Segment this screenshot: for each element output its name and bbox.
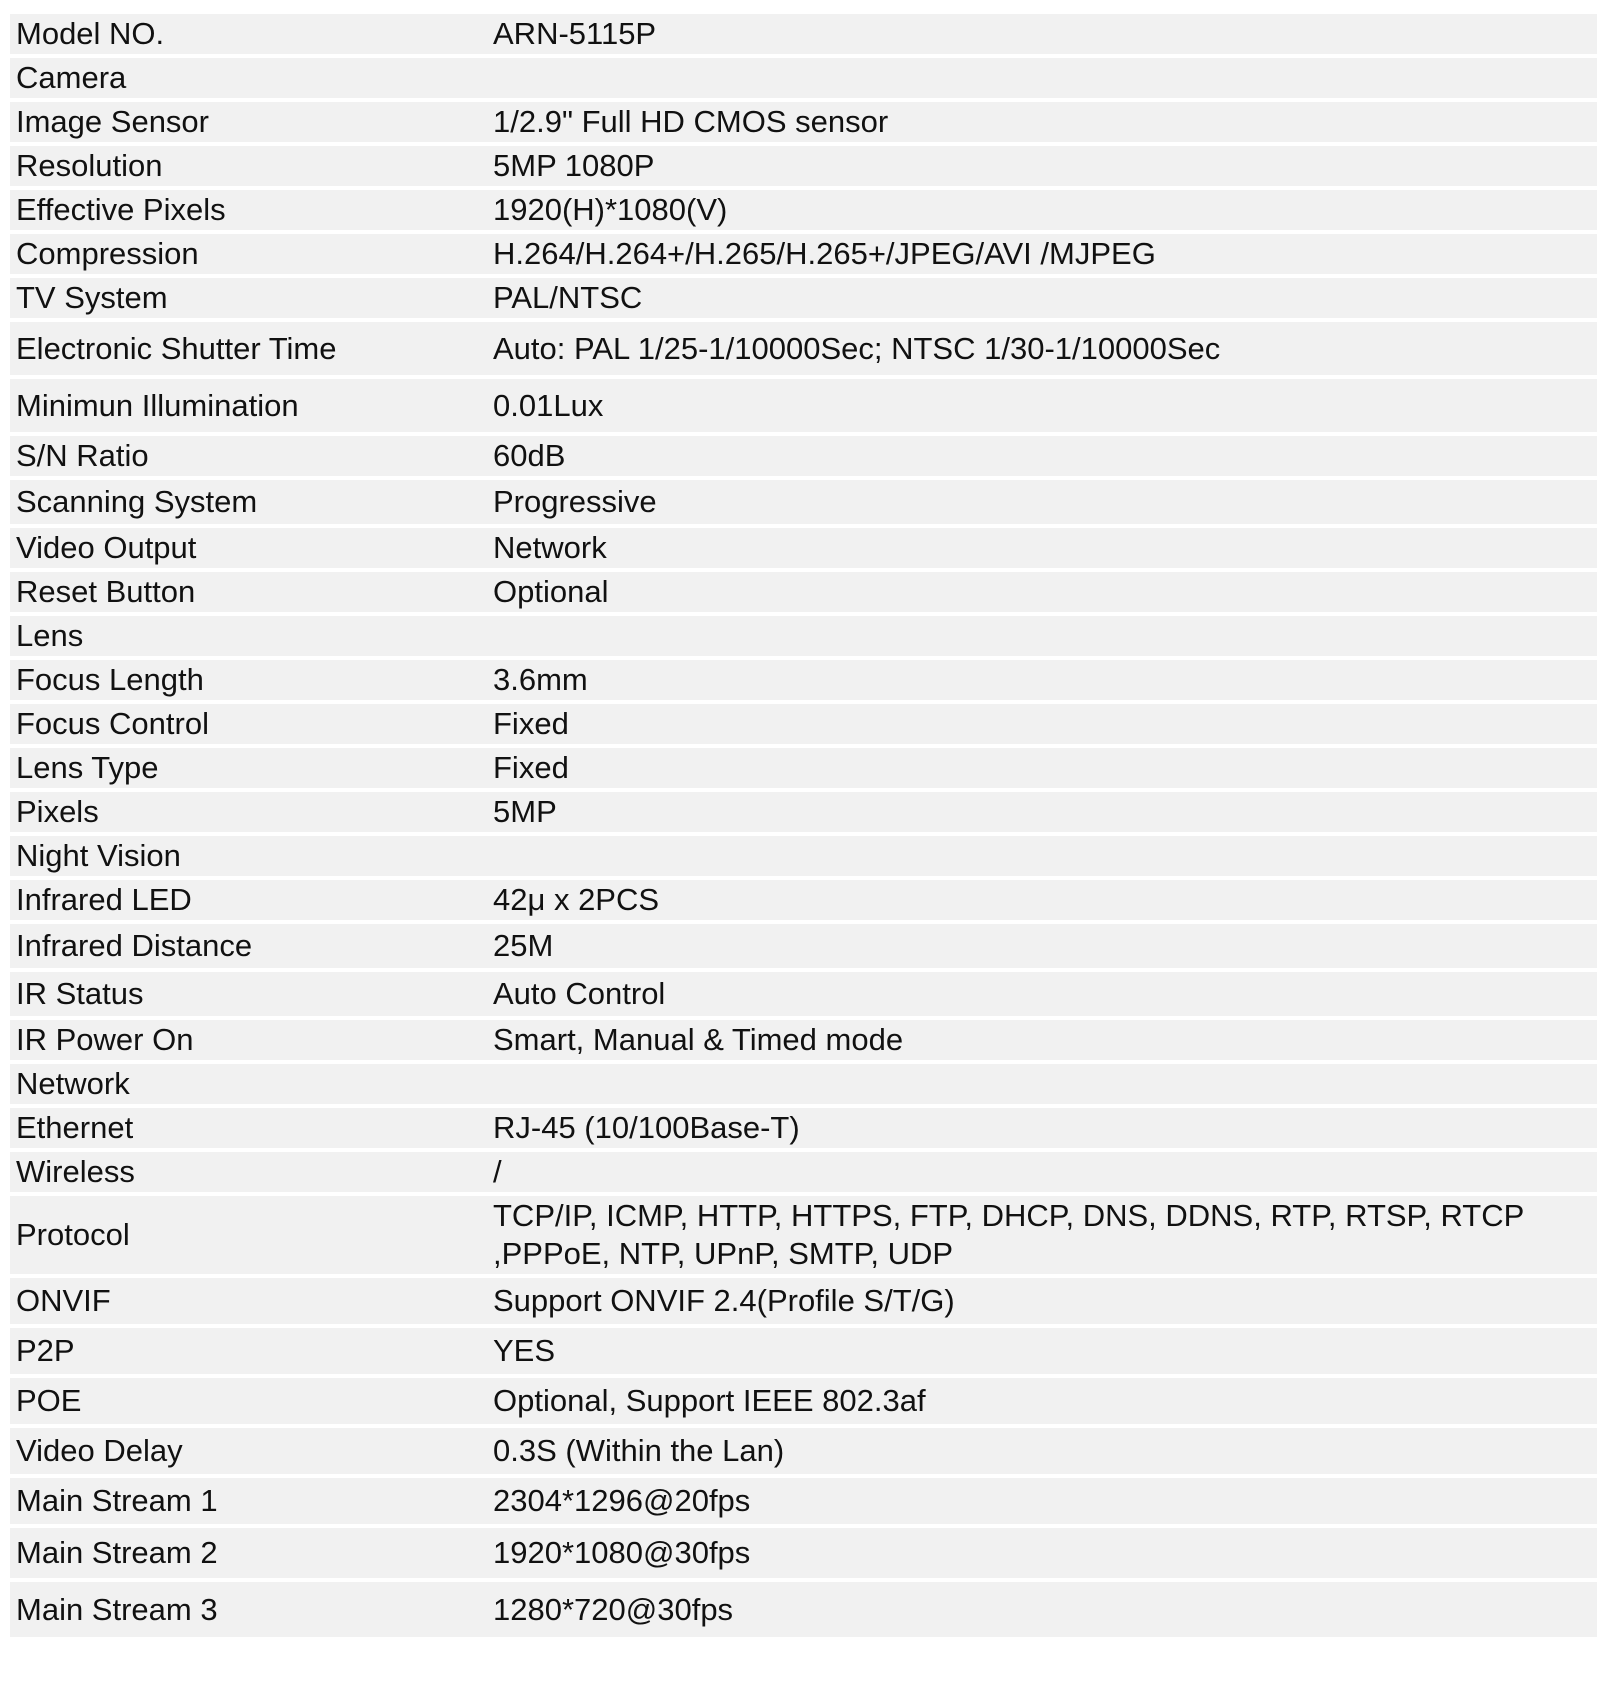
table-row <box>10 322 1597 375</box>
section-label: Camera <box>10 58 487 98</box>
spec-value: Fixed <box>487 704 1597 744</box>
spec-value <box>487 1064 1597 1104</box>
spec-label: Reset Button <box>10 572 487 612</box>
table-row <box>10 748 1597 788</box>
table-row <box>10 234 1597 274</box>
spec-value: TCP/IP, ICMP, HTTP, HTTPS, FTP, DHCP, DNS, DDNS, RTP, RTSP, RTCP ,PPPoE, NTP, UPnP, SMTP, UDP <box>487 1196 1597 1274</box>
spec-table <box>10 10 1597 1641</box>
spec-label: Video Delay <box>10 1428 487 1474</box>
spec-value: Optional <box>487 572 1597 612</box>
section-label: Night Vision <box>10 836 487 876</box>
spec-label: Video Output <box>10 528 487 568</box>
spec-label: Infrared LED <box>10 880 487 920</box>
spec-value: PAL/NTSC <box>487 278 1597 318</box>
spec-label: Minimun Illumination <box>10 379 487 432</box>
table-row <box>10 528 1597 568</box>
section-label: Network <box>10 1064 487 1104</box>
table-row <box>10 880 1597 920</box>
table-row <box>10 924 1597 968</box>
spec-value: Progressive <box>487 480 1597 524</box>
spec-value <box>487 616 1597 656</box>
table-row <box>10 972 1597 1016</box>
table-row <box>10 379 1597 432</box>
spec-value: ARN-5115P <box>487 14 1597 54</box>
table-row <box>10 704 1597 744</box>
spec-label: Model NO. <box>10 14 487 54</box>
spec-label: Wireless <box>10 1152 487 1192</box>
spec-label: Main Stream 3 <box>10 1582 487 1637</box>
table-row <box>10 1582 1597 1637</box>
spec-label: Focus Length <box>10 660 487 700</box>
spec-value: 0.3S (Within the Lan) <box>487 1428 1597 1474</box>
spec-value: Auto Control <box>487 972 1597 1016</box>
spec-label: Main Stream 1 <box>10 1478 487 1524</box>
table-row <box>10 1020 1597 1060</box>
spec-value: 2304*1296@20fps <box>487 1478 1597 1524</box>
spec-value: Support ONVIF 2.4(Profile S/T/G) <box>487 1278 1597 1324</box>
spec-label: ONVIF <box>10 1278 487 1324</box>
spec-table-body <box>10 14 1597 1637</box>
spec-value: H.264/H.264+/H.265/H.265+/JPEG/AVI /MJPEG <box>487 234 1597 274</box>
spec-value: Smart, Manual & Timed mode <box>487 1020 1597 1060</box>
spec-value: Network <box>487 528 1597 568</box>
spec-value <box>487 836 1597 876</box>
table-row <box>10 436 1597 476</box>
spec-label: Scanning System <box>10 480 487 524</box>
spec-label: Focus Control <box>10 704 487 744</box>
table-row <box>10 1152 1597 1192</box>
spec-label: P2P <box>10 1328 487 1374</box>
table-row <box>10 146 1597 186</box>
spec-label: Pixels <box>10 792 487 832</box>
spec-value: 0.01Lux <box>487 379 1597 432</box>
table-row <box>10 1278 1597 1324</box>
table-row <box>10 1428 1597 1474</box>
spec-label: Resolution <box>10 146 487 186</box>
table-row <box>10 660 1597 700</box>
table-row <box>10 190 1597 230</box>
table-row <box>10 278 1597 318</box>
spec-value: / <box>487 1152 1597 1192</box>
spec-value: 1920*1080@30fps <box>487 1528 1597 1578</box>
spec-value: 1280*720@30fps <box>487 1582 1597 1637</box>
table-row <box>10 480 1597 524</box>
table-row <box>10 1108 1597 1148</box>
spec-value: Optional, Support IEEE 802.3af <box>487 1378 1597 1424</box>
table-row <box>10 1064 1597 1104</box>
table-row <box>10 102 1597 142</box>
table-row <box>10 1478 1597 1524</box>
spec-value: 5MP 1080P <box>487 146 1597 186</box>
table-row <box>10 1378 1597 1424</box>
table-row <box>10 792 1597 832</box>
spec-value: 25M <box>487 924 1597 968</box>
spec-value: RJ-45 (10/100Base-T) <box>487 1108 1597 1148</box>
table-row <box>10 616 1597 656</box>
spec-value: 1920(H)*1080(V) <box>487 190 1597 230</box>
spec-label: Image Sensor <box>10 102 487 142</box>
spec-label: Effective Pixels <box>10 190 487 230</box>
spec-value: 60dB <box>487 436 1597 476</box>
spec-label: Protocol <box>10 1196 487 1274</box>
table-row <box>10 572 1597 612</box>
spec-value: 42μ x 2PCS <box>487 880 1597 920</box>
spec-label: IR Status <box>10 972 487 1016</box>
spec-value <box>487 58 1597 98</box>
spec-label: POE <box>10 1378 487 1424</box>
table-row <box>10 836 1597 876</box>
spec-label: S/N Ratio <box>10 436 487 476</box>
spec-label: Lens Type <box>10 748 487 788</box>
section-label: Lens <box>10 616 487 656</box>
spec-label: Infrared Distance <box>10 924 487 968</box>
spec-label: Compression <box>10 234 487 274</box>
spec-value: 5MP <box>487 792 1597 832</box>
spec-value: Auto: PAL 1/25-1/10000Sec; NTSC 1/30-1/10000Sec <box>487 322 1597 375</box>
table-row <box>10 14 1597 54</box>
spec-label: IR Power On <box>10 1020 487 1060</box>
spec-label: Ethernet <box>10 1108 487 1148</box>
table-row <box>10 1328 1597 1374</box>
spec-label: Main Stream 2 <box>10 1528 487 1578</box>
spec-label: TV System <box>10 278 487 318</box>
spec-label: Electronic Shutter Time <box>10 322 487 375</box>
spec-value: 1/2.9" Full HD CMOS sensor <box>487 102 1597 142</box>
spec-value: YES <box>487 1328 1597 1374</box>
spec-value: Fixed <box>487 748 1597 788</box>
table-row <box>10 1528 1597 1578</box>
table-row <box>10 58 1597 98</box>
table-row <box>10 1196 1597 1274</box>
spec-value: 3.6mm <box>487 660 1597 700</box>
